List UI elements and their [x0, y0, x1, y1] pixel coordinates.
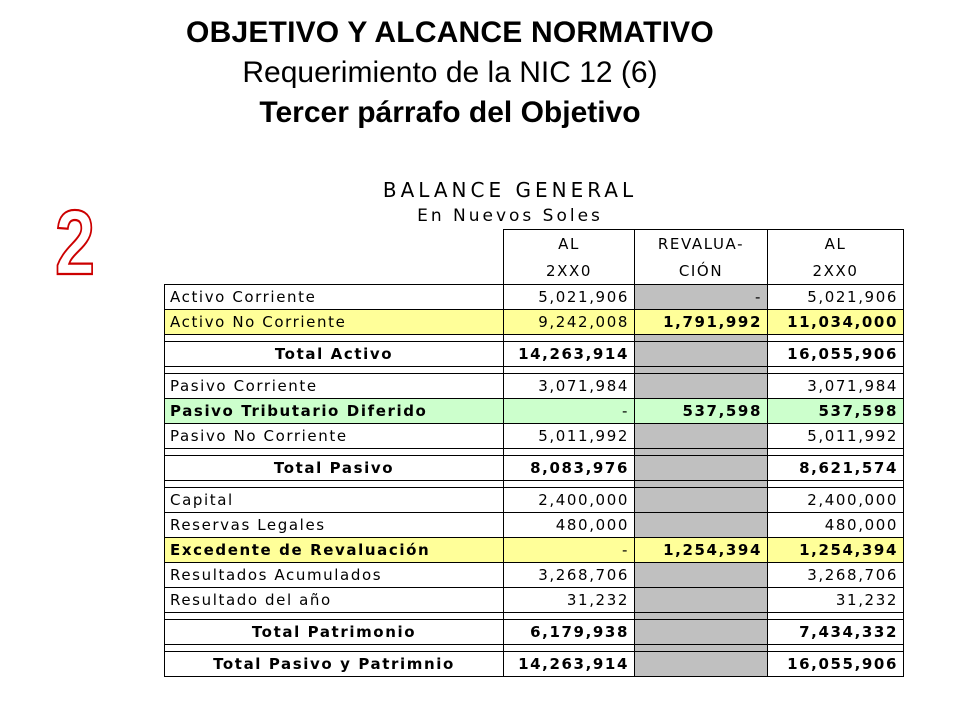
header-blank: [165, 230, 504, 258]
col1-header-line2: 2XX0: [504, 257, 635, 285]
balance-table: [164, 229, 904, 677]
header-row-1: [165, 230, 904, 258]
row-resultado-del-anio: [165, 588, 904, 613]
value-col2: [635, 513, 768, 538]
row-label: Total Patrimonio: [165, 620, 504, 645]
value-col1: 3,071,984: [504, 374, 635, 399]
spacer-row: [165, 481, 904, 488]
value-col3: 7,434,332: [768, 620, 904, 645]
row-pasivo-no-corriente: [165, 424, 904, 449]
value-col2: [635, 424, 768, 449]
value-col3: 16,055,906: [768, 652, 904, 677]
value-col2: [635, 374, 768, 399]
value-col2: 537,598: [635, 399, 768, 424]
value-col1: 2,400,000: [504, 488, 635, 513]
value-col3: 31,232: [768, 588, 904, 613]
row-activo-corriente: [165, 285, 904, 310]
value-col3: 16,055,906: [768, 342, 904, 367]
value-col1: 9,242,008: [504, 310, 635, 335]
value-col3: 537,598: [768, 399, 904, 424]
col2-header-line2: CIÓN: [635, 257, 768, 285]
row-label: Total Pasivo: [165, 456, 504, 481]
row-label: Activo No Corriente: [165, 310, 504, 335]
spacer-row: [165, 335, 904, 342]
value-col2: [635, 620, 768, 645]
value-col3: 5,021,906: [768, 285, 904, 310]
value-col1: 5,011,992: [504, 424, 635, 449]
row-label: Resultado del año: [165, 588, 504, 613]
row-label: Reservas Legales: [165, 513, 504, 538]
value-col2: 1,791,992: [635, 310, 768, 335]
value-col1: 6,179,938: [504, 620, 635, 645]
header-row-2: [165, 257, 904, 285]
spacer-row: [165, 367, 904, 374]
balance-subtitle: En Nuevos Soles: [417, 206, 603, 226]
value-col1: -: [504, 399, 635, 424]
value-col3: 1,254,394: [768, 538, 904, 563]
row-label: Pasivo No Corriente: [165, 424, 504, 449]
value-col3: 3,268,706: [768, 563, 904, 588]
row-label: Pasivo Tributario Diferido: [165, 399, 504, 424]
col3-header-line1: AL: [768, 230, 904, 258]
value-col1: 5,021,906: [504, 285, 635, 310]
value-col3: 8,621,574: [768, 456, 904, 481]
row-pasivo-tributario-diferido: [165, 399, 904, 424]
value-col3: 11,034,000: [768, 310, 904, 335]
value-col3: 5,011,992: [768, 424, 904, 449]
value-col1: 3,268,706: [504, 563, 635, 588]
row-excedente-revaluacion: [165, 538, 904, 563]
value-col2: -: [635, 285, 768, 310]
row-label: Resultados Acumulados: [165, 563, 504, 588]
value-col2: [635, 563, 768, 588]
row-total-pasivo: [165, 456, 904, 481]
value-col1: 14,263,914: [504, 652, 635, 677]
value-col2: [635, 652, 768, 677]
row-activo-no-corriente: [165, 310, 904, 335]
value-col2: 1,254,394: [635, 538, 768, 563]
row-total-patrimonio: [165, 620, 904, 645]
value-col1: 480,000: [504, 513, 635, 538]
title-line-2: Requerimiento de la NIC 12 (6): [242, 56, 658, 89]
value-col2: [635, 342, 768, 367]
value-col1: 31,232: [504, 588, 635, 613]
title-line-1: OBJETIVO Y ALCANCE NORMATIVO: [186, 16, 714, 49]
row-label: Activo Corriente: [165, 285, 504, 310]
value-col2: [635, 588, 768, 613]
spacer-row: [165, 645, 904, 652]
row-label: Total Activo: [165, 342, 504, 367]
value-col1: 8,083,976: [504, 456, 635, 481]
value-col3: 480,000: [768, 513, 904, 538]
balance-title: BALANCE GENERAL: [382, 178, 638, 202]
value-col2: [635, 488, 768, 513]
row-label: Total Pasivo y Patrimnio: [165, 652, 504, 677]
col2-header-line1: REVALUA-: [635, 230, 768, 258]
row-capital: [165, 488, 904, 513]
title-line-3: Tercer párrafo del Objetivo: [259, 96, 641, 129]
spacer-row: [165, 449, 904, 456]
value-col3: 3,071,984: [768, 374, 904, 399]
spacer-row: [165, 613, 904, 620]
value-col1: -: [504, 538, 635, 563]
header-blank: [165, 257, 504, 285]
col3-header-line2: 2XX0: [768, 257, 904, 285]
row-reservas-legales: [165, 513, 904, 538]
value-col3: 2,400,000: [768, 488, 904, 513]
row-total-activo: [165, 342, 904, 367]
row-total-pasivo-patrimonio: [165, 652, 904, 677]
row-label: Capital: [165, 488, 504, 513]
row-pasivo-corriente: [165, 374, 904, 399]
slide-number: [50, 192, 100, 294]
row-resultados-acumulados: [165, 563, 904, 588]
col1-header-line1: AL: [504, 230, 635, 258]
row-label: Excedente de Revaluación: [165, 538, 504, 563]
value-col1: 14,263,914: [504, 342, 635, 367]
row-label: Pasivo Corriente: [165, 374, 504, 399]
slide-number-text: 2: [55, 192, 95, 294]
value-col2: [635, 456, 768, 481]
slide-title: [0, 14, 900, 132]
